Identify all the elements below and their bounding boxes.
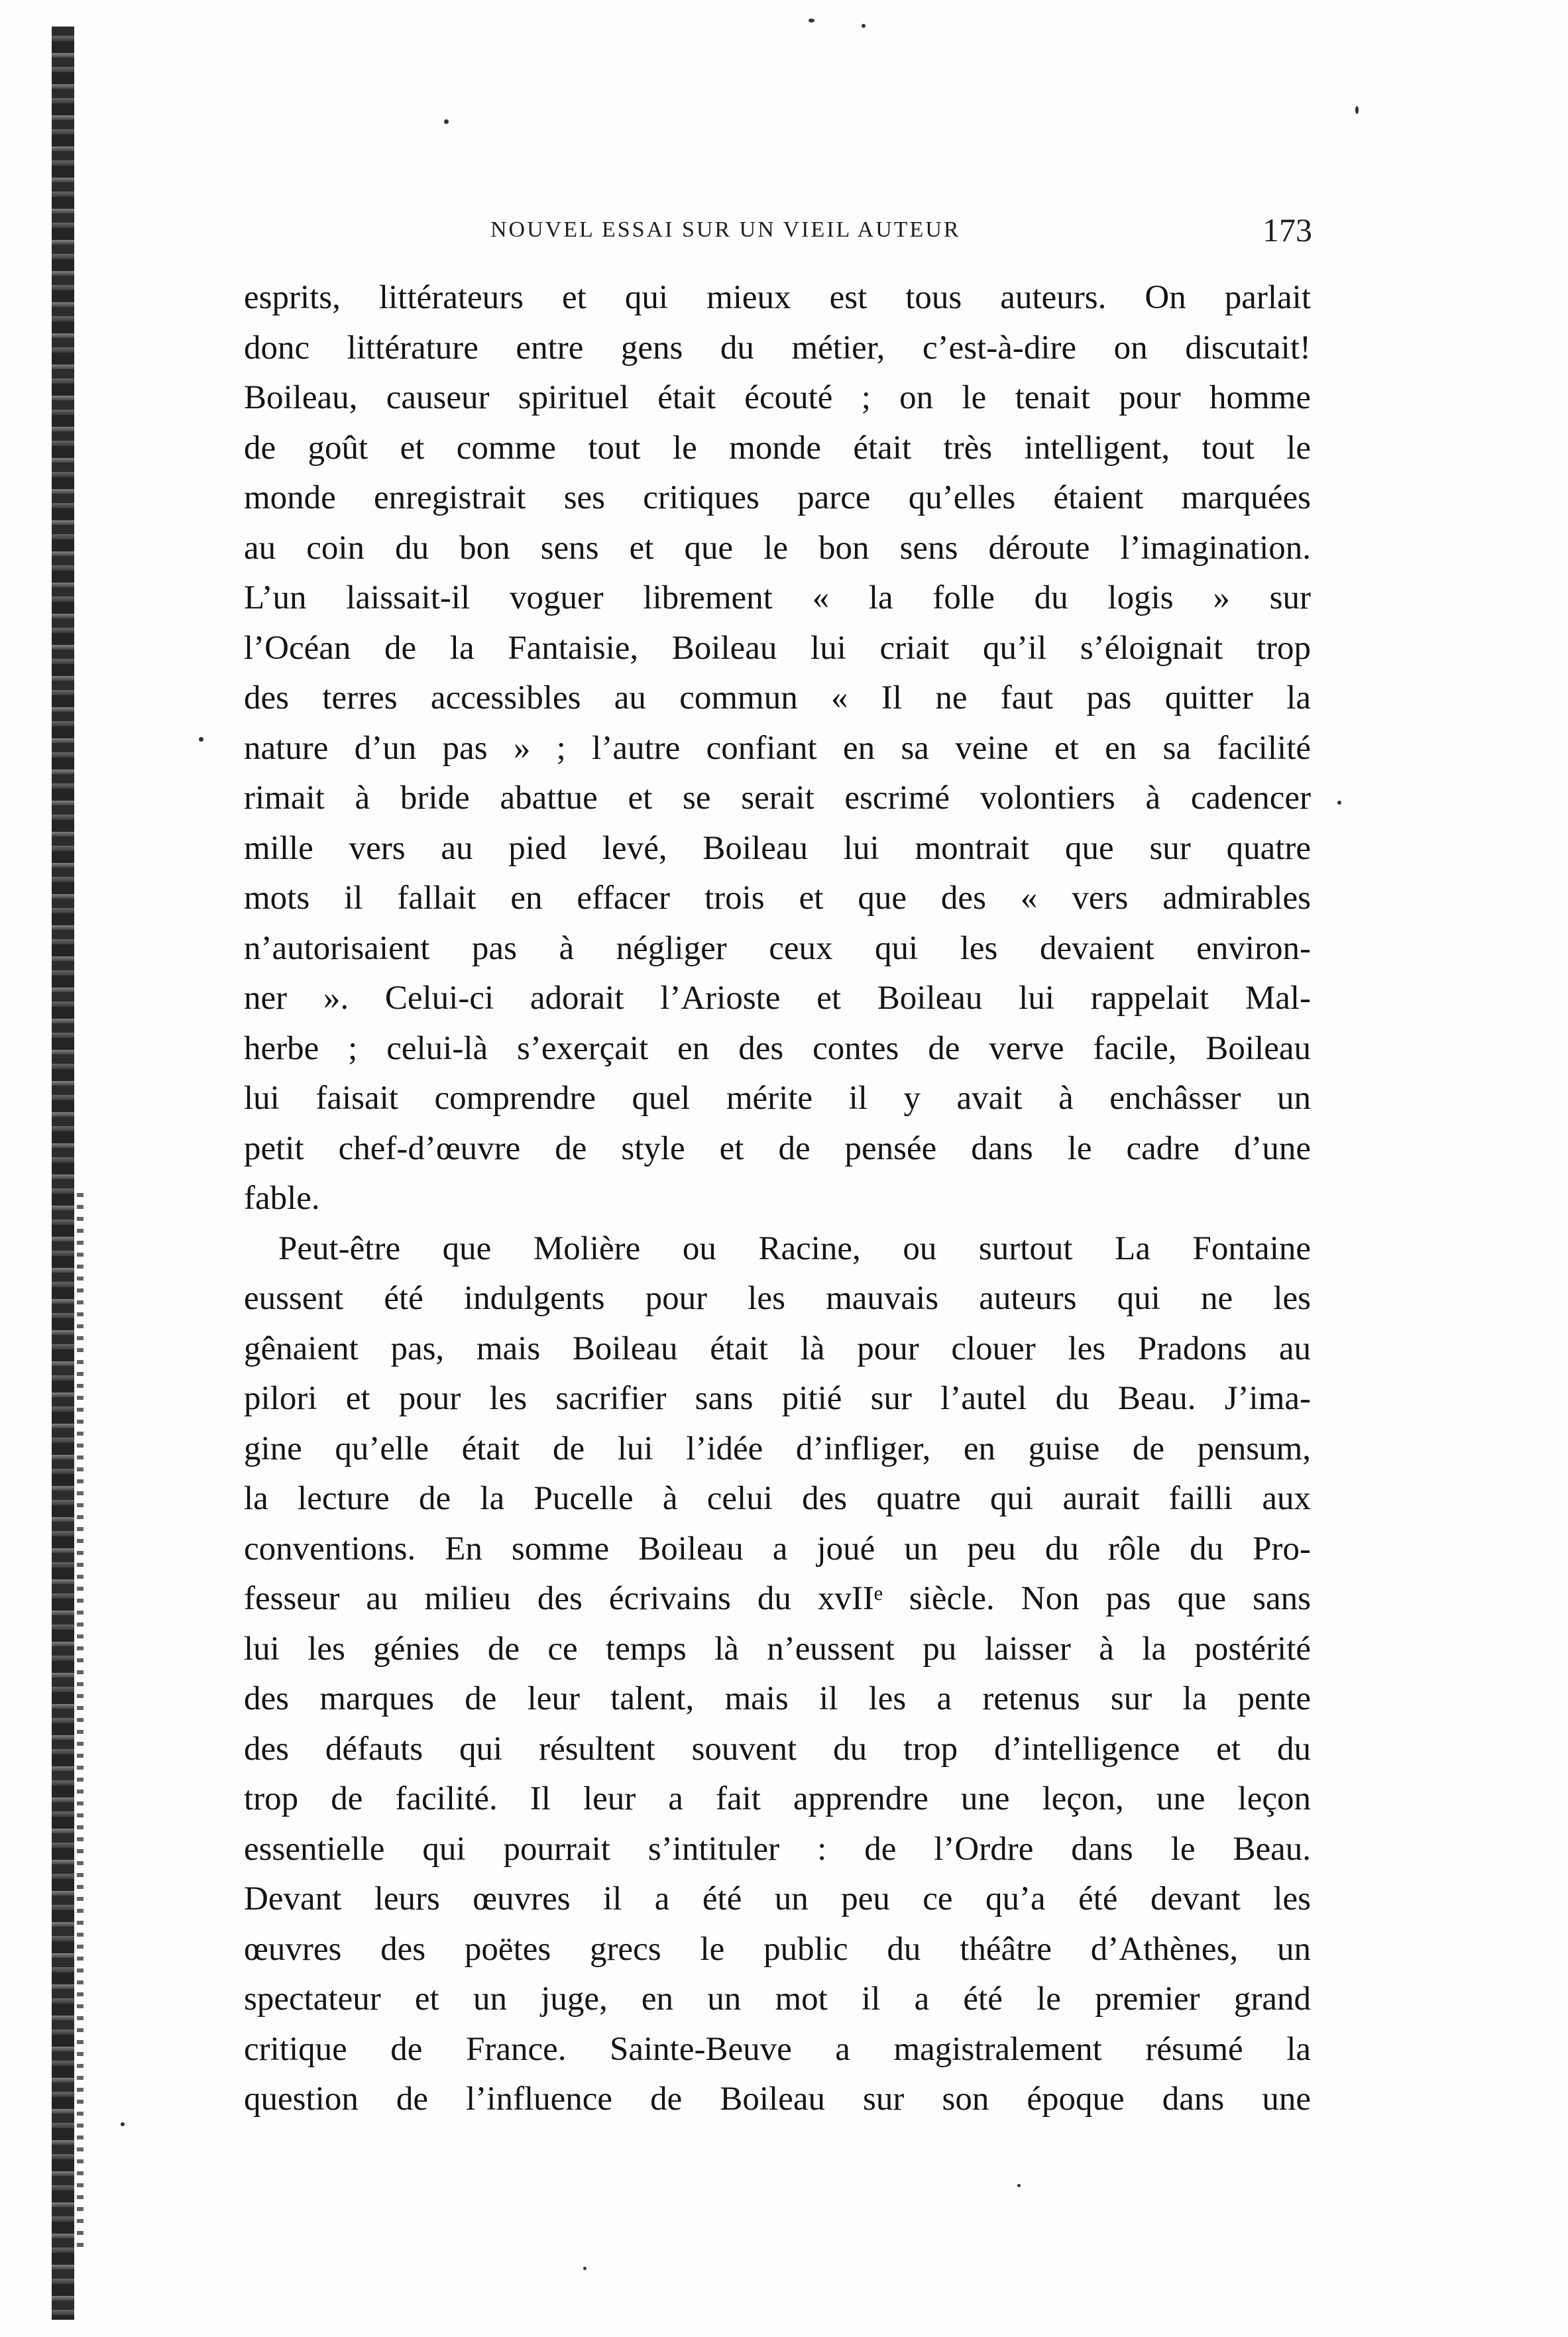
text-line: l’Océan de la Fantaisie, Boileau lui criait qu’il s’éloignait trop: [244, 629, 1311, 667]
paragraph-first-line: Peut-être que Molière ou Racine, ou surtout La Fontaine: [278, 1229, 1311, 1267]
text-line: œuvres des poëtes grecs le public du théâtre d’Athènes, un: [244, 1930, 1311, 1968]
text-line: lui les génies de ce temps là n’eussent pu laisser à la postérité: [244, 1630, 1311, 1668]
scan-speck: [1355, 106, 1359, 114]
text-line: pilori et pour les sacrifier sans pitié sur l’autel du Beau. J’ima-: [244, 1380, 1311, 1417]
binding-edge: [52, 27, 74, 2320]
page-number: 173: [1262, 211, 1312, 249]
text-line: rimait à bride abattue et se serait escrimé volontiers à cadencer: [244, 779, 1311, 817]
binding-edge-shadow: [77, 1193, 84, 2253]
text-line: des terres accessibles au commun « Il ne faut pas quitter la: [244, 679, 1311, 716]
text-line: L’un laissait-il voguer librement « la folle du logis » sur: [244, 579, 1311, 616]
text-line: essentielle qui pourrait s’intituler : de l’Ordre dans le Beau.: [244, 1830, 1311, 1868]
text-line: spectateur et un juge, en un mot il a été le premier grand: [244, 1980, 1311, 2018]
text-line: gine qu’elle était de lui l’idée d’infliger, en guise de pensum,: [244, 1430, 1311, 1467]
scan-speck: [862, 24, 866, 28]
text-line: au coin du bon sens et que le bon sens déroute l’imagination.: [244, 529, 1311, 567]
text-line: mille vers au pied levé, Boileau lui montrait que sur quatre: [244, 829, 1311, 867]
text-line: herbe ; celui-là s’exerçait en des contes de verve facile, Boileau: [244, 1029, 1311, 1067]
text-line: Devant leurs œuvres il a été un peu ce qu’a été devant les: [244, 1880, 1311, 1917]
scan-speck: [199, 737, 203, 742]
text-line: petit chef-d’œuvre de style et de pensée dans le cadre d’une: [244, 1129, 1311, 1167]
scan-speck: [1017, 2184, 1021, 2187]
text-line: monde enregistrait ses critiques parce qu’elles étaient marquées: [244, 479, 1311, 516]
body-text: [244, 273, 1311, 2125]
text-line: des marques de leur talent, mais il les a retenus sur la pente: [244, 1680, 1311, 1717]
scan-speck: [444, 119, 449, 124]
text-line: question de l’influence de Boileau sur son époque dans une: [244, 2080, 1311, 2118]
text-line: Boileau, causeur spirituel était écouté ; on le tenait pour homme: [244, 379, 1311, 416]
text-line: des défauts qui résultent souvent du trop d’intelligence et du: [244, 1730, 1311, 1768]
text-line: n’autorisaient pas à négliger ceux qui les devaient environ-: [244, 929, 1311, 967]
scan-speck: [1337, 801, 1341, 805]
text-line: lui faisait comprendre quel mérite il y avait à enchâsser un: [244, 1080, 1311, 1117]
text-line: donc littérature entre gens du métier, c’est-à-dire on discutait!: [244, 329, 1311, 367]
page-header: [490, 211, 1312, 251]
text-line: eussent été indulgents pour les mauvais auteurs qui ne les: [244, 1280, 1311, 1317]
text-line: la lecture de la Pucelle à celui des quatre qui aurait failli aux: [244, 1480, 1311, 1517]
text-line: mots il fallait en effacer trois et que des « vers admirables: [244, 880, 1311, 917]
text-line: trop de facilité. Il leur a fait apprendre une leçon, une leçon: [244, 1780, 1311, 1817]
text-line: gênaient pas, mais Boileau était là pour clouer les Pradons au: [244, 1330, 1311, 1367]
scan-speck: [121, 2122, 125, 2126]
text-line: critique de France. Sainte-Beuve a magistralement résumé la: [244, 2030, 1311, 2068]
text-line: esprits, littérateurs et qui mieux est tous auteurs. On parlait: [244, 279, 1311, 316]
text-line: fable.: [244, 1180, 320, 1217]
text-line: nature d’un pas » ; l’autre confiant en sa veine et en sa facilité: [244, 729, 1311, 767]
scan-speck: [583, 2267, 587, 2270]
text-line: fesseur au milieu des écrivains du xvIIᵉ siècle. Non pas que sans: [244, 1580, 1311, 1617]
text-line: conventions. En somme Boileau a joué un peu du rôle du Pro-: [244, 1530, 1311, 1568]
scan-speck: [809, 19, 814, 23]
text-line: de goût et comme tout le monde était très intelligent, tout le: [244, 429, 1311, 467]
running-title: NOUVEL ESSAI SUR UN VIEIL AUTEUR: [490, 217, 961, 242]
text-line: ner ». Celui-ci adorait l’Arioste et Boileau lui rappelait Mal-: [244, 980, 1311, 1017]
